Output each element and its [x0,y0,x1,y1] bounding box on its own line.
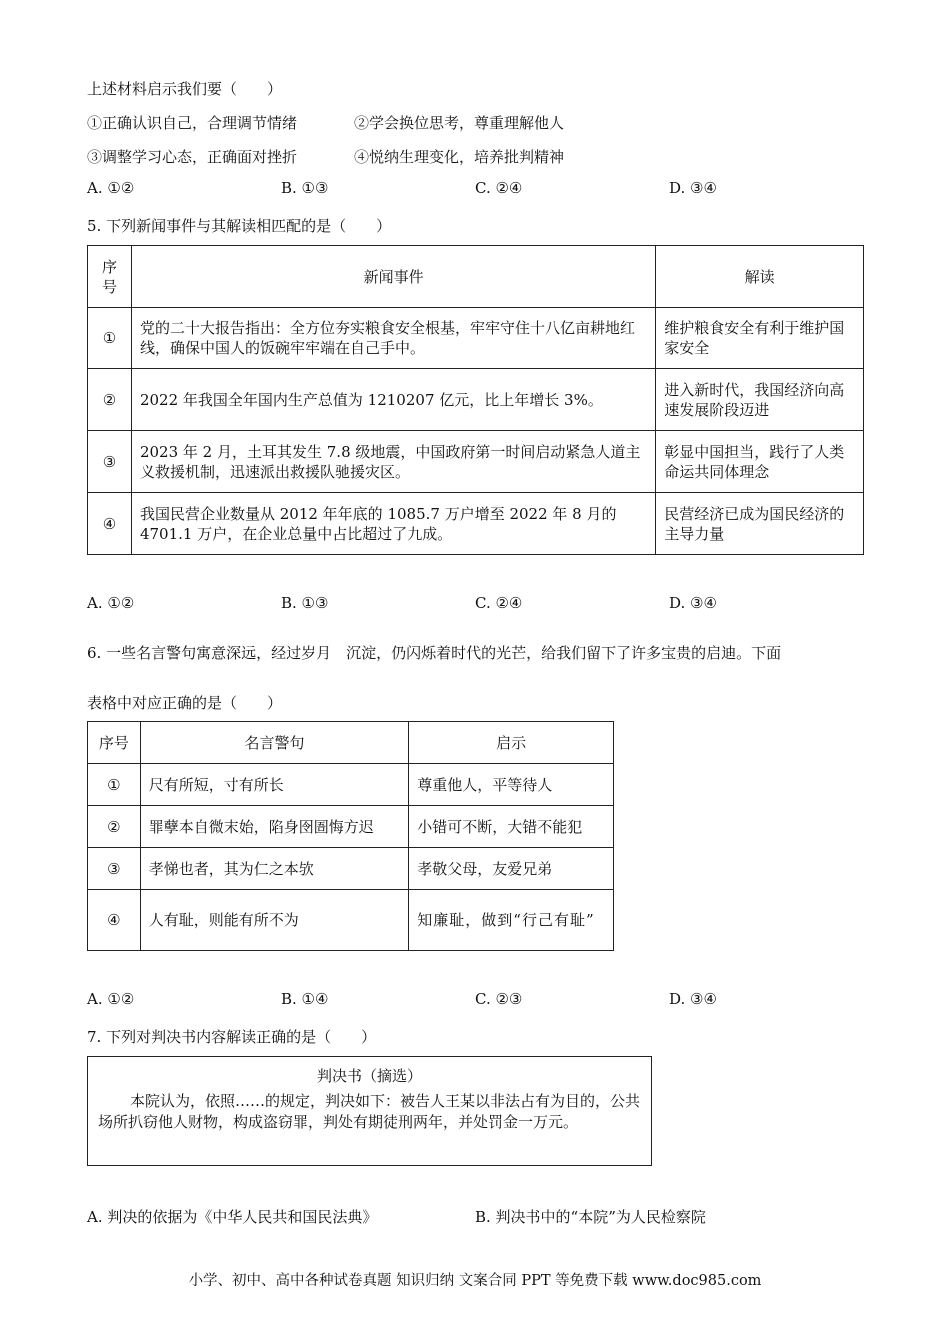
q4-option-c: C. ②④ [475,179,523,197]
q5-header-row [88,246,864,308]
table-row [88,369,864,431]
q6-row1-no: ① [88,764,141,806]
q6-row4-quote: 人有耻，则能有所不为 [140,890,409,951]
q5-option-a: A. ①② [87,594,135,612]
q5-header-no: 序号 [88,246,132,308]
page-footer: 小学、初中、高中各种试卷真题 知识归纳 文案合同 PPT 等免费下载 www.doc985.com [188,1273,762,1289]
q7-stem: 7. 下列对判决书内容解读正确的是（ ） [87,1028,377,1046]
q4-item-3: ③调整学习心态，正确面对挫折 [87,148,298,166]
q6-stem-line1: 6. 一些名言警句寓意深远，经过岁月 沉淀，仍闪烁着时代的光芒，给我们留下了许多宝贵的启迪。下面 [87,644,782,662]
q5-row4-no: ④ [88,493,132,555]
q5-header-reading: 解读 [656,246,864,308]
q7-option-b: B. 判决书中的“本院”为人民检察院 [475,1208,706,1226]
q5-stem: 5. 下列新闻事件与其解读相匹配的是（ ） [87,217,392,235]
q5-row3-reading: 彰显中国担当，践行了人类命运共同体理念 [656,431,864,493]
q6-header-insight: 启示 [409,722,614,764]
q6-option-a: A. ①② [87,990,135,1008]
q7-option-a: A. 判决的依据为《中华人民共和国民法典》 [87,1208,378,1226]
q6-row4-insight: 知廉耻，做到“行己有耻” [409,890,614,951]
q5-row3-event: 2023 年 2 月，土耳其发生 7.8 级地震，中国政府第一时间启动紧急人道主义救援机制，迅速派出救援队驰援灾区。 [131,431,655,493]
table-row [88,806,614,848]
q6-row1-insight: 尊重他人，平等待人 [409,764,614,806]
q6-header-quote: 名言警句 [140,722,409,764]
q5-row3-no: ③ [88,431,132,493]
q5-row2-no: ② [88,369,132,431]
q5-option-d: D. ③④ [669,594,717,612]
q6-row2-insight: 小错可不断，大错不能犯 [409,806,614,848]
q5-row1-no: ① [88,308,132,369]
q6-table [87,721,614,951]
q5-header-event: 新闻事件 [131,246,655,308]
judgment-box [87,1056,652,1166]
q6-header-no: 序号 [88,722,141,764]
q6-option-c: C. ②③ [475,990,523,1008]
q4-intro: 上述材料启示我们要（ ） [87,80,283,98]
q5-row2-reading: 进入新时代，我国经济向高速发展阶段迈进 [656,369,864,431]
q6-row2-no: ② [88,806,141,848]
table-row [88,890,614,951]
q6-row3-no: ③ [88,848,141,890]
q5-row2-event: 2022 年我国全年国内生产总值为 1210207 亿元，比上年增长 3%。 [131,369,655,431]
q6-option-b: B. ①④ [281,990,329,1008]
q6-row4-no: ④ [88,890,141,951]
q4-option-d: D. ③④ [669,179,717,197]
table-row [88,764,614,806]
judgment-body: 本院认为，依照……的规定，判决如下：被告人王某以非法占有为目的，公共场所扒窃他人财物，构成盗窃罪，判处有期徒刑两年，并处罚金一万元。 [98,1092,641,1131]
q4-item-4: ④悦纳生理变化，培养批判精神 [354,148,565,166]
q5-option-b: B. ①③ [281,594,329,612]
table-row [88,493,864,555]
table-row [88,431,864,493]
q6-row3-quote: 孝悌也者，其为仁之本欤 [140,848,409,890]
q5-row1-reading: 维护粮食安全有利于维护国家安全 [656,308,864,369]
q5-row4-reading: 民营经济已成为国民经济的主导力量 [656,493,864,555]
q5-row4-event: 我国民营企业数量从 2012 年年底的 1085.7 万户增至 2022 年 8 月的 4701.1 万户，在企业总量中占比超过了九成。 [131,493,655,555]
q6-row3-insight: 孝敬父母，友爱兄弟 [409,848,614,890]
q6-row2-quote: 罪孽本自微末始，陷身囹圄悔方迟 [140,806,409,848]
q4-option-a: A. ①② [87,179,135,197]
table-row [88,848,614,890]
q5-row1-event: 党的二十大报告指出：全方位夯实粮食安全根基，牢牢守住十八亿亩耕地红线，确保中国人的饭碗牢牢端在自己手中。 [131,308,655,369]
q5-table [87,245,864,555]
q4-item-2: ②学会换位思考，尊重理解他人 [354,114,565,132]
q6-stem-line2: 表格中对应正确的是（ ） [87,694,283,712]
table-row [88,308,864,369]
q6-header-row [88,722,614,764]
q6-row1-quote: 尺有所短，寸有所长 [140,764,409,806]
q5-option-c: C. ②④ [475,594,523,612]
q4-item-1: ①正确认识自己，合理调节情绪 [87,114,298,132]
judgment-title: 判决书（摘选） [316,1067,422,1085]
q4-option-b: B. ①③ [281,179,329,197]
q6-option-d: D. ③④ [669,990,717,1008]
